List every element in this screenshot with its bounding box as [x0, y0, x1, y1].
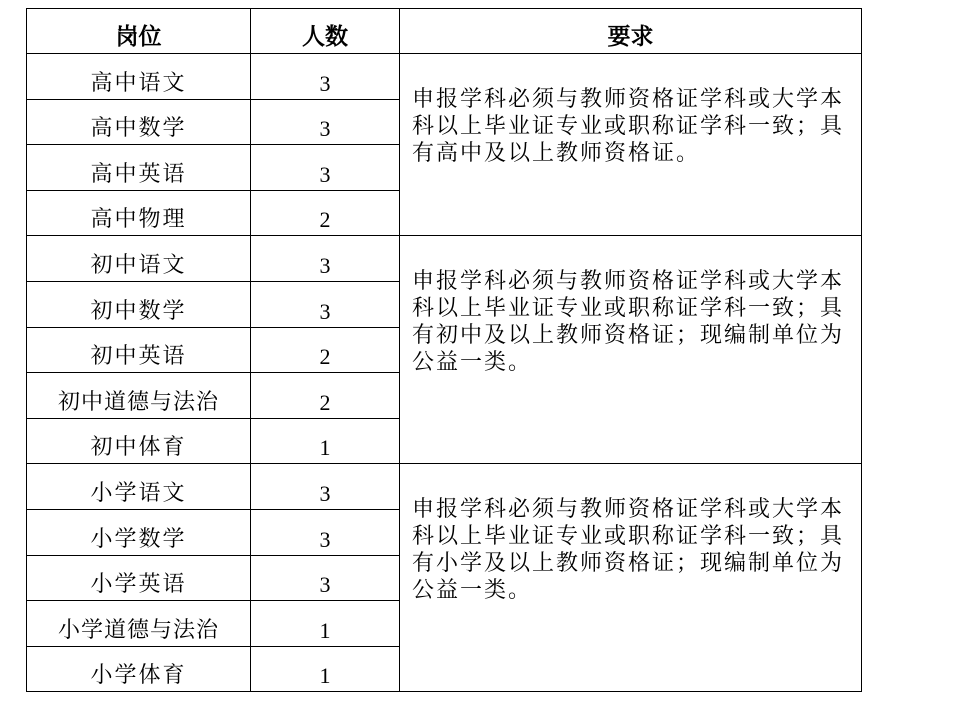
count-cell: 2 — [251, 373, 400, 419]
position-cell: 高中物理 — [27, 190, 251, 236]
table-row — [27, 464, 862, 510]
header-row — [27, 9, 862, 54]
position-cell: 初中语文 — [27, 236, 251, 282]
count-cell: 3 — [251, 236, 400, 282]
requirement-cell: 申报学科必须与教师资格证学科或大学本科以上毕业证专业或职称证学科一致；具有高中及以上教师资格证。 — [400, 54, 862, 236]
position-cell: 高中英语 — [27, 145, 251, 191]
count-cell: 1 — [251, 646, 400, 692]
requirement-cell: 申报学科必须与教师资格证学科或大学本科以上毕业证专业或职称证学科一致；具有初中及以上教师资格证；现编制单位为公益一类。 — [400, 236, 862, 464]
position-cell: 小学英语 — [27, 555, 251, 601]
position-cell: 小学道德与法治 — [27, 601, 251, 647]
position-cell: 初中数学 — [27, 281, 251, 327]
count-cell: 3 — [251, 145, 400, 191]
position-cell: 小学数学 — [27, 509, 251, 555]
position-cell: 初中英语 — [27, 327, 251, 373]
count-cell: 3 — [251, 54, 400, 100]
count-cell: 2 — [251, 190, 400, 236]
position-cell: 高中语文 — [27, 54, 251, 100]
position-cell: 小学语文 — [27, 464, 251, 510]
position-cell: 初中体育 — [27, 418, 251, 464]
count-cell: 2 — [251, 327, 400, 373]
count-cell: 3 — [251, 555, 400, 601]
position-cell: 初中道德与法治 — [27, 373, 251, 419]
count-cell: 3 — [251, 509, 400, 555]
table-row — [27, 236, 862, 282]
position-cell: 高中数学 — [27, 99, 251, 145]
header-count: 人数 — [251, 9, 400, 54]
positions-table — [26, 8, 862, 692]
table-row — [27, 54, 862, 100]
count-cell: 3 — [251, 464, 400, 510]
position-cell: 小学体育 — [27, 646, 251, 692]
count-cell: 1 — [251, 601, 400, 647]
header-requirement: 要求 — [400, 9, 862, 54]
count-cell: 3 — [251, 281, 400, 327]
count-cell: 3 — [251, 99, 400, 145]
count-cell: 1 — [251, 418, 400, 464]
requirement-cell: 申报学科必须与教师资格证学科或大学本科以上毕业证专业或职称证学科一致；具有小学及以上教师资格证；现编制单位为公益一类。 — [400, 464, 862, 692]
header-position: 岗位 — [27, 9, 251, 54]
